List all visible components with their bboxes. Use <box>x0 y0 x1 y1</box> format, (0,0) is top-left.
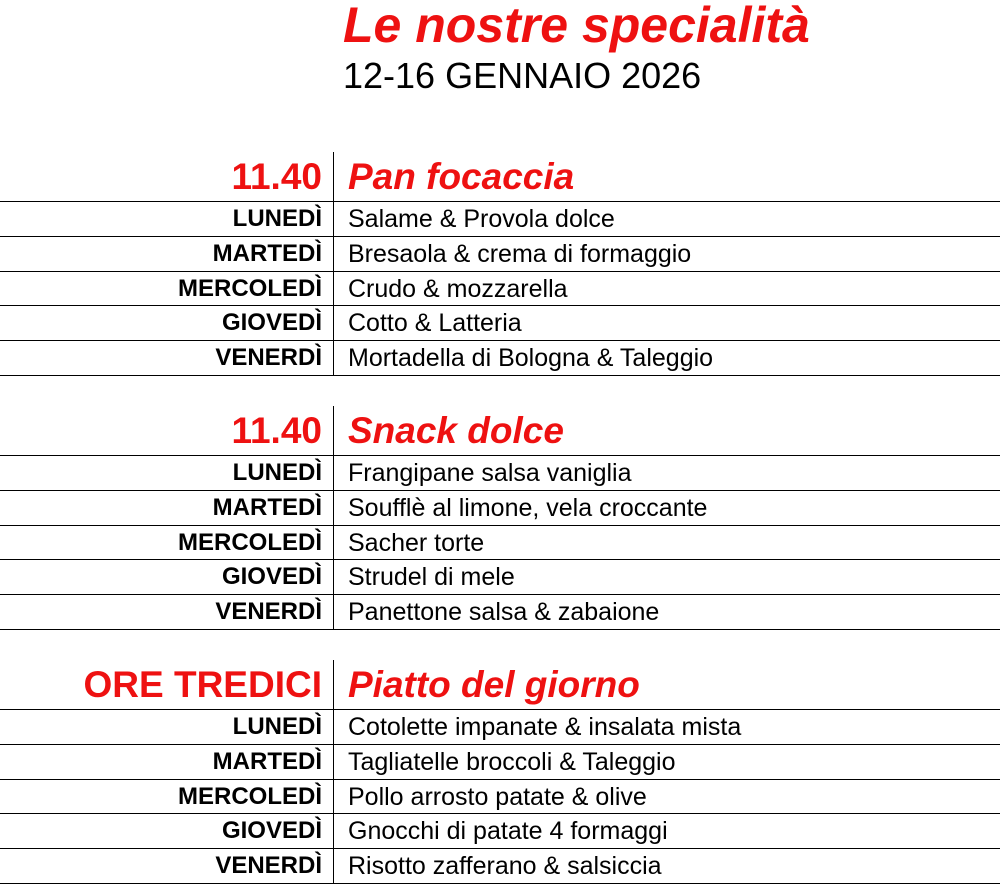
section-title: Snack dolce <box>348 410 564 451</box>
menu-row <box>0 780 1000 815</box>
column-divider <box>333 237 334 271</box>
menu-row <box>0 491 1000 526</box>
dish-name: Salame & Provola dolce <box>348 205 615 233</box>
dish-name: Panettone salsa & zabaione <box>348 598 660 627</box>
menu-row <box>0 456 1000 491</box>
day-label: VENERDÌ <box>215 344 322 372</box>
menu-row <box>0 306 1000 341</box>
dish-name: Gnocchi di patate 4 formaggi <box>348 817 668 846</box>
day-label: MERCOLEDÌ <box>178 528 322 556</box>
section-title: Piatto del giorno <box>348 664 640 705</box>
column-divider <box>333 595 334 629</box>
section-header <box>0 660 1000 710</box>
dish-name: Pollo arrosto patate & olive <box>348 782 647 811</box>
dish-name: Cotolette impanate & insalata mista <box>348 713 742 741</box>
day-label: GIOVEDÌ <box>221 563 322 591</box>
page-header <box>343 0 810 96</box>
section-piatto-del-giorno <box>0 660 1000 884</box>
section-pan-focaccia <box>0 152 1000 376</box>
section-time: 11.40 <box>231 156 322 197</box>
day-label: GIOVEDÌ <box>221 309 322 337</box>
dish-name: Frangipane salsa vaniglia <box>348 459 632 487</box>
menu-row <box>0 814 1000 849</box>
section-time: ORE TREDICI <box>83 664 322 705</box>
column-divider <box>333 341 334 375</box>
day-label: VENERDÌ <box>215 598 322 626</box>
day-label: MERCOLEDÌ <box>178 274 322 302</box>
column-divider <box>333 780 334 814</box>
page-subtitle: 12-16 GENNAIO 2026 <box>343 55 702 96</box>
day-label: LUNEDÌ <box>232 205 322 232</box>
section-snack-dolce <box>0 406 1000 630</box>
menu-row <box>0 849 1000 884</box>
menu-row <box>0 560 1000 595</box>
column-divider <box>333 560 334 594</box>
column-divider <box>333 202 334 236</box>
column-divider <box>333 306 334 340</box>
dish-name: Crudo & mozzarella <box>348 274 568 303</box>
column-divider <box>333 456 334 490</box>
section-header <box>0 152 1000 202</box>
dish-name: Risotto zafferano & salsiccia <box>348 852 662 881</box>
column-divider <box>333 745 334 779</box>
day-label: MARTEDÌ <box>212 239 322 267</box>
column-divider <box>333 710 334 744</box>
day-label: LUNEDÌ <box>232 459 322 486</box>
dish-name: Sacher torte <box>348 528 485 557</box>
dish-name: Tagliatelle broccoli & Taleggio <box>348 747 676 776</box>
menu-row <box>0 202 1000 237</box>
column-divider <box>333 849 334 883</box>
column-divider <box>333 491 334 525</box>
dish-name: Cotto & Latteria <box>348 309 522 338</box>
menu-row <box>0 710 1000 745</box>
dish-name: Soufflè al limone, vela croccante <box>348 493 708 522</box>
day-label: MARTEDÌ <box>212 747 322 775</box>
day-label: VENERDÌ <box>215 852 322 880</box>
column-divider <box>333 406 334 455</box>
column-divider <box>333 814 334 848</box>
dish-name: Mortadella di Bologna & Taleggio <box>348 344 714 373</box>
section-header <box>0 406 1000 456</box>
section-title: Pan focaccia <box>348 156 575 197</box>
dish-name: Strudel di mele <box>348 563 515 592</box>
column-divider <box>333 152 334 201</box>
dish-name: Bresaola & crema di formaggio <box>348 239 692 268</box>
column-divider <box>333 272 334 306</box>
menu-row <box>0 595 1000 630</box>
section-time: 11.40 <box>231 410 322 451</box>
day-label: MARTEDÌ <box>212 493 322 521</box>
menu-row <box>0 745 1000 780</box>
menu-row <box>0 237 1000 272</box>
column-divider <box>333 526 334 560</box>
menu-row <box>0 341 1000 376</box>
menu-row <box>0 526 1000 561</box>
page-title: Le nostre specialità <box>343 0 810 53</box>
day-label: LUNEDÌ <box>232 713 322 740</box>
column-divider <box>333 660 334 709</box>
menu-row <box>0 272 1000 307</box>
day-label: GIOVEDÌ <box>221 817 322 845</box>
day-label: MERCOLEDÌ <box>178 782 322 810</box>
